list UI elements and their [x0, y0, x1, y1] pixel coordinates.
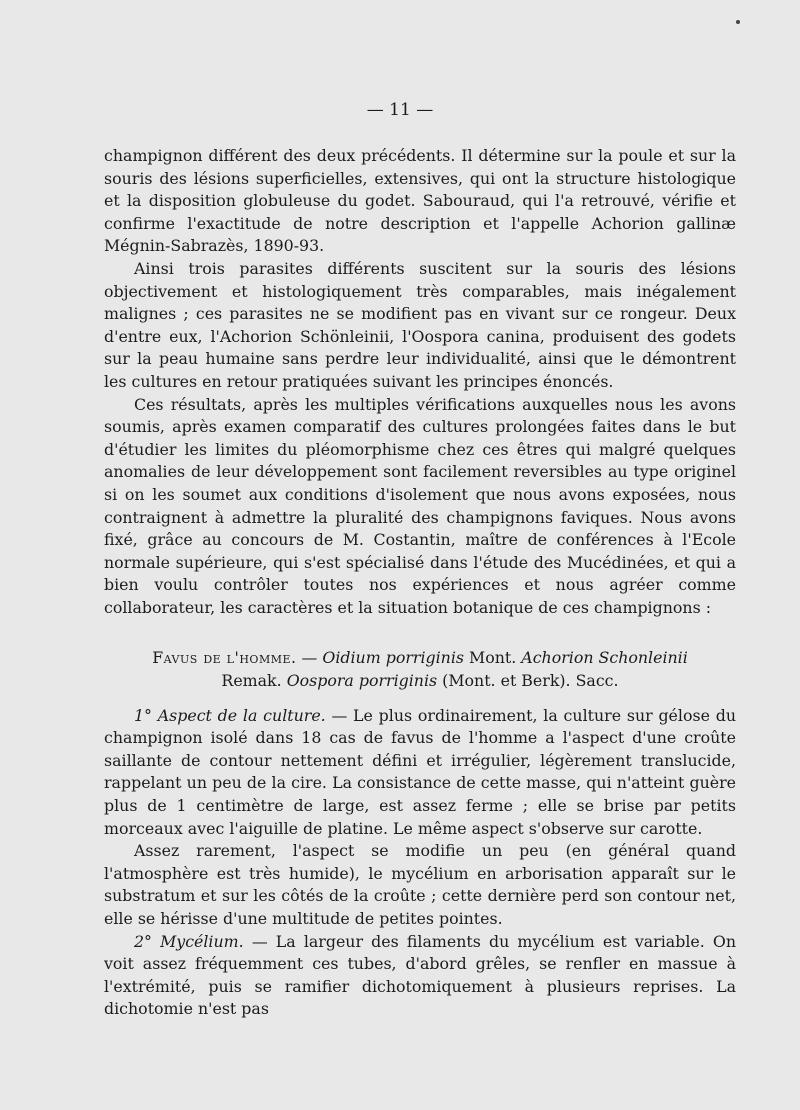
paragraph-1: champignon différent des deux précédents. Il détermine sur la poule et sur la souris des lésions superficielles, extensives, qui ont la structure histologique et la disposition globuleuse du godet. Sabouraud, qui l'a retrouvé, vérifie et confirme l'exactitude de notre description et l'appelle Achorion gallinæ Mégnin-Sabrazès, 1890-93.: [104, 146, 736, 256]
section-2-text: La largeur des filaments du mycélium est variable. On voit assez fréquemment ces tubes, d'abord grêles, se renfler en massue à l'extrémité, puis se ramifier dichotomiquement à plusieurs reprises. La dichotomie n'est pas: [104, 931, 737, 1019]
heading-name-2: Achorion Schonleinii: [521, 648, 688, 668]
section-1-paragraph-2: Assez rarement, l'aspect se modifie un peu (en général quand l'atmosphère est très humide), le mycélium en arborisation apparaît sur le substratum et sur les côtés de la croûte ; cette dernière perd son contour net, elle se hérisse d'une multitude de petites pointes.: [104, 841, 736, 928]
scan-speck: [736, 20, 740, 24]
paragraph-3: Ces résultats, après les multiples vérifications auxquelles nous les avons soumis, après examen comparatif des cultures prolongées faites dans le but d'étudier les limites du pléomorphisme chez ces êtres qui malgré quelques anomalies de leur développement sont facilement reversibles au type originel si on les soumet aux conditions d'isolement que nous avons exposées, nous contraignent à admettre la pluralité des champignons faviques. Nous avons fixé, grâce au concours de M. Costantin, maître de conférences à l'Ecole normale supérieure, qui s'est spécialisé dans l'étude des Mucédinées, et qui a bien voulu contrôler toutes nos expériences et nous agréer comme collaborateur, les caractères et la situation botanique de ces champignons :: [104, 394, 736, 617]
section-1-text: Le plus ordinairement, la culture sur gélose du champignon isolé dans 18 cas de favus de l'homme a l'aspect d'une croûte saillante de contour nettement défini et irrégulier, légèrement translucide, rappelant un peu de la cire. La consistance de cette masse, qui n'atteint guère plus de 1 centimètre de large, est assez ferme ; elle se brise par petits morceaux avec l'aiguille de platine. Le même aspect s'observe sur carotte.: [104, 705, 736, 838]
body-text: [104, 145, 736, 1021]
section-1-label: 1° Aspect de la culture.: [134, 705, 326, 725]
heading-name-3: Oospora porriginis: [286, 671, 438, 691]
section-heading: [104, 647, 736, 692]
heading-author-2: Remak.: [221, 671, 287, 691]
page-number: — 11 —: [366, 100, 434, 120]
heading-author-3: (Mont. et Berk). Sacc.: [437, 671, 619, 691]
section-1-dash: —: [325, 705, 354, 725]
heading-author-1: Mont.: [464, 648, 522, 668]
section-2-dash: —: [243, 931, 276, 951]
heading-name-1: Oidium porriginis: [322, 648, 464, 668]
paragraph-2: Ainsi trois parasites différents suscitent sur la souris des lésions objectivement et histologiquement très comparables, mais inégalement malignes ; ces parasites ne se modifient pas en vivant sur ce rongeur. Deux d'entre eux, l'Achorion Schönleinii, l'Oospora canina, produisent des godets sur la peau humaine sans perdre leur individualité, ainsi que le démontrent les cultures en retour pratiquées suivant les principes énoncés.: [104, 258, 736, 391]
section-2-paragraph: [104, 931, 736, 1021]
heading-lead: Favus de l'homme.: [152, 648, 297, 668]
section-1-paragraph: [104, 705, 736, 841]
section-2-label: 2° Mycélium.: [134, 931, 244, 951]
heading-dash: —: [296, 648, 323, 668]
